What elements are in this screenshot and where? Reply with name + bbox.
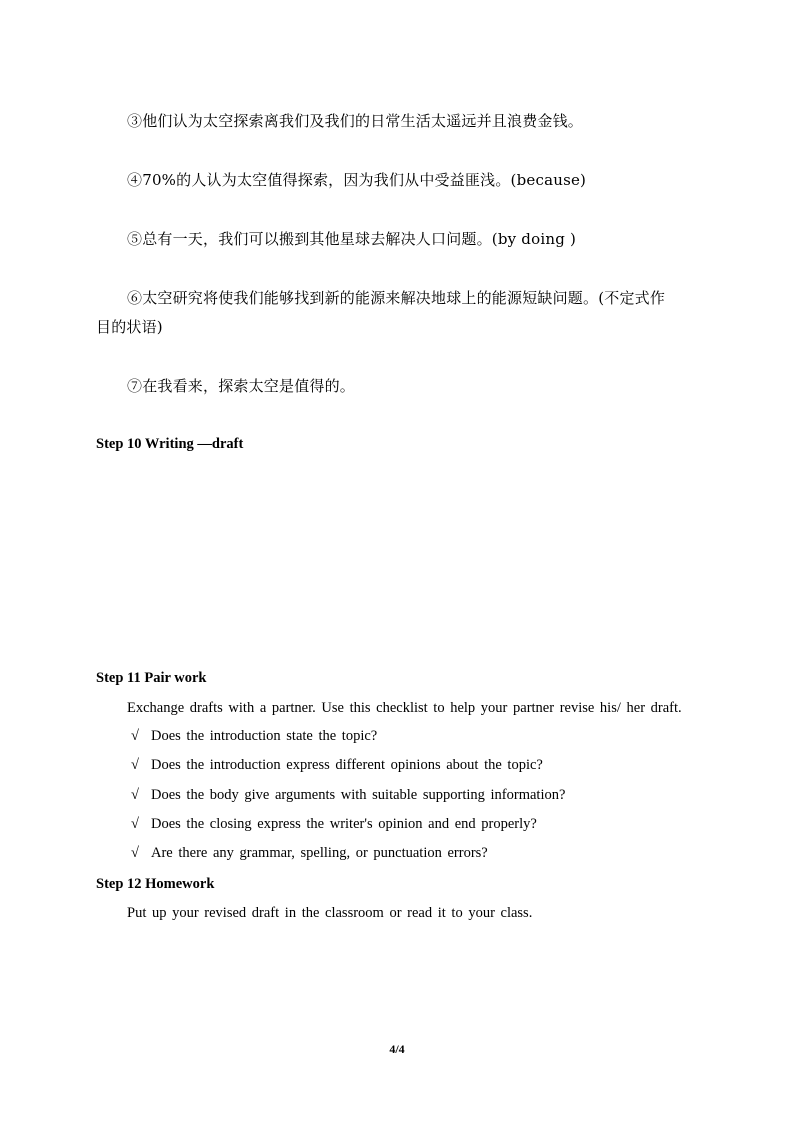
step11-heading: Step 11 Pair work	[96, 670, 207, 686]
checkmark-icon: √	[131, 728, 139, 744]
checklist-item	[131, 787, 565, 804]
checklist-item	[131, 845, 488, 862]
checklist-item-text: Are there any grammar, spelling, or punctuation errors?	[151, 845, 488, 861]
step11-intro: Exchange drafts with a partner. Use this checklist to help your partner revise his/ her draft.	[127, 700, 682, 716]
checkmark-icon: √	[131, 816, 139, 832]
step12-text: Put up your revised draft in the classroom or read it to your class.	[127, 905, 533, 921]
sentence-3: ③他们认为太空探索离我们及我们的日常生活太遥远并且浪费金钱。	[127, 112, 584, 130]
checklist-item-text: Does the body give arguments with suitable supporting information?	[151, 787, 566, 803]
sentence-7: ⑦在我看来，探索太空是值得的。	[127, 377, 356, 395]
checkmark-icon: √	[131, 757, 139, 773]
checklist-item-text: Does the closing express the writer's opinion and end properly?	[151, 816, 537, 832]
checklist-item	[131, 816, 537, 833]
checkmark-icon: √	[131, 845, 139, 861]
page-number: 4/4	[389, 1042, 405, 1056]
checklist-item	[131, 757, 543, 774]
sentence-6-line-2: 目的状语)	[96, 318, 163, 336]
sentence-4: ④70%的人认为太空值得探索，因为我们从中受益匪浅。(because)	[127, 171, 587, 189]
checkmark-icon: √	[131, 787, 139, 803]
sentence-5: ⑤总有一天，我们可以搬到其他星球去解决人口问题。(by doing )	[127, 230, 577, 248]
step12-heading: Step 12 Homework	[96, 876, 215, 892]
step10-heading: Step 10 Writing —draft	[96, 436, 244, 452]
sentence-6-line-1: ⑥太空研究将使我们能够找到新的能源来解决地球上的能源短缺问题。(不定式作	[127, 289, 666, 307]
checklist-item	[131, 728, 377, 745]
checklist-item-text: Does the introduction express different opinions about the topic?	[151, 757, 543, 773]
checklist-item-text: Does the introduction state the topic?	[151, 728, 378, 744]
